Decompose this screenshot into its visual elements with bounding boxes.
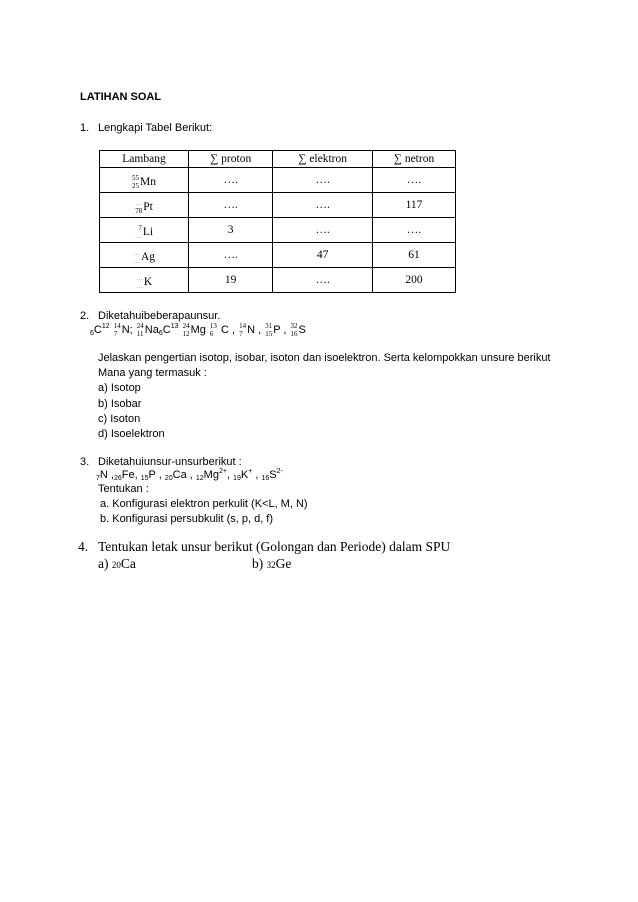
- mass-number: 7: [138, 223, 142, 232]
- element-symbol: Mn: [140, 175, 156, 188]
- q1-text: Lengkapi Tabel Berikut:: [98, 122, 213, 134]
- q4-a-symbol: Ca: [120, 556, 136, 571]
- netron-cell: ….: [372, 168, 455, 193]
- q4-text: 4. Tentukan letak unsur berikut (Golongan dan Periode) dalam SPU: [78, 539, 451, 554]
- atomic-number: …: [132, 256, 140, 265]
- proton-cell: ….: [188, 193, 272, 218]
- elektron-cell: ….: [273, 168, 373, 193]
- elektron-cell: ….: [273, 268, 373, 293]
- table-row: [100, 268, 456, 293]
- netron-cell: ….: [372, 218, 455, 243]
- q2-text: Diketahuibeberapaunsur.: [98, 310, 221, 322]
- atomic-number: …: [135, 281, 143, 290]
- q2-item-isobar: b) Isobar: [98, 398, 142, 410]
- isotope-table: [99, 150, 456, 293]
- proton-cell: ….: [188, 168, 272, 193]
- q2-item-isoelektron: d) Isoelektron: [98, 428, 165, 440]
- q3-tentukan: Tentukan :: [98, 483, 149, 495]
- table-row: [100, 168, 456, 193]
- proton-cell: 19: [188, 268, 272, 293]
- q3-part-b: b. Konfigurasi persubkulit (s, p, d, f): [100, 513, 274, 525]
- nuclide-cell: [100, 168, 189, 193]
- q3-element-list: $_7$N $,_{26}Fe$, $_{15}$P , $_{20}$Ca , $_{12}Mg^{2+}$, $_{19}$K+ , $_{16}S^{2-}$: [96, 468, 283, 482]
- elektron-cell: ….: [273, 193, 373, 218]
- q4-a-label: a): [98, 556, 112, 571]
- header-lambang: Lambang: [100, 151, 189, 168]
- q2-instruction-line1: Jelaskan pengertian isotop, isobar, isoton dan isoelektron. Serta kelompokkan unsure berikut: [98, 352, 551, 364]
- page-title: LATIHAN SOAL: [80, 91, 162, 103]
- q4-a-atomic-number: 20: [111, 560, 121, 570]
- proton-cell: 3: [188, 218, 272, 243]
- q4-b-label: b): [252, 556, 267, 571]
- table-header-row: [100, 151, 456, 168]
- atomic-number: 78: [135, 206, 143, 215]
- elektron-cell: 47: [273, 243, 373, 268]
- netron-cell: 200: [372, 268, 455, 293]
- table-row: [100, 218, 456, 243]
- q2-item-isoton: c) Isoton: [98, 413, 141, 425]
- nuclide-cell: [100, 268, 189, 293]
- header-elektron: ∑ elektron: [273, 151, 373, 168]
- q2-nuclide-list: $_6C^{12}$ 14 7 N; 24 11 $Na_6C^{13}$ 24 12 Mg 13 6 C , 14 7 N , 31 15 P , 32 16 S: [90, 322, 306, 338]
- q3-number: 3.: [80, 456, 90, 468]
- header-netron: ∑ netron: [372, 151, 455, 168]
- q4-part-a: [98, 556, 136, 572]
- element-symbol: Li: [142, 225, 154, 238]
- header-proton: ∑ proton: [188, 151, 272, 168]
- q4-part-b: [252, 556, 291, 572]
- q4-b-symbol: Ge: [275, 556, 292, 571]
- mass-number: 55: [132, 173, 139, 182]
- q2-number: 2.: [80, 310, 90, 322]
- table-row: [100, 193, 456, 218]
- q3-part-a: a. Konfigurasi elektron perkulit (K<L, M, N): [100, 498, 308, 510]
- atomic-number: 25: [132, 181, 139, 190]
- mass-number: …: [132, 248, 140, 257]
- nuclide-cell: [100, 218, 189, 243]
- elektron-cell: ….: [273, 218, 373, 243]
- q2-item-isotop: a) Isotop: [98, 382, 141, 394]
- nuclide-cell: [100, 193, 189, 218]
- proton-cell: ….: [188, 243, 272, 268]
- q4-b-atomic-number: 32: [266, 560, 276, 570]
- q1-number: 1.: [80, 122, 90, 134]
- table-row: [100, 243, 456, 268]
- mass-number: …: [135, 198, 143, 207]
- q2-instruction-line2: Mana yang termasuk :: [98, 367, 207, 379]
- element-symbol: K: [143, 275, 153, 288]
- element-symbol: Ag: [140, 250, 156, 263]
- atomic-number: …: [134, 231, 142, 240]
- element-symbol: Pt: [143, 200, 153, 213]
- q3-text: Diketahuiunsur-unsurberikut :: [98, 456, 242, 468]
- netron-cell: 61: [372, 243, 455, 268]
- nuclide-cell: [100, 243, 189, 268]
- netron-cell: 117: [372, 193, 455, 218]
- mass-number: …: [135, 273, 143, 282]
